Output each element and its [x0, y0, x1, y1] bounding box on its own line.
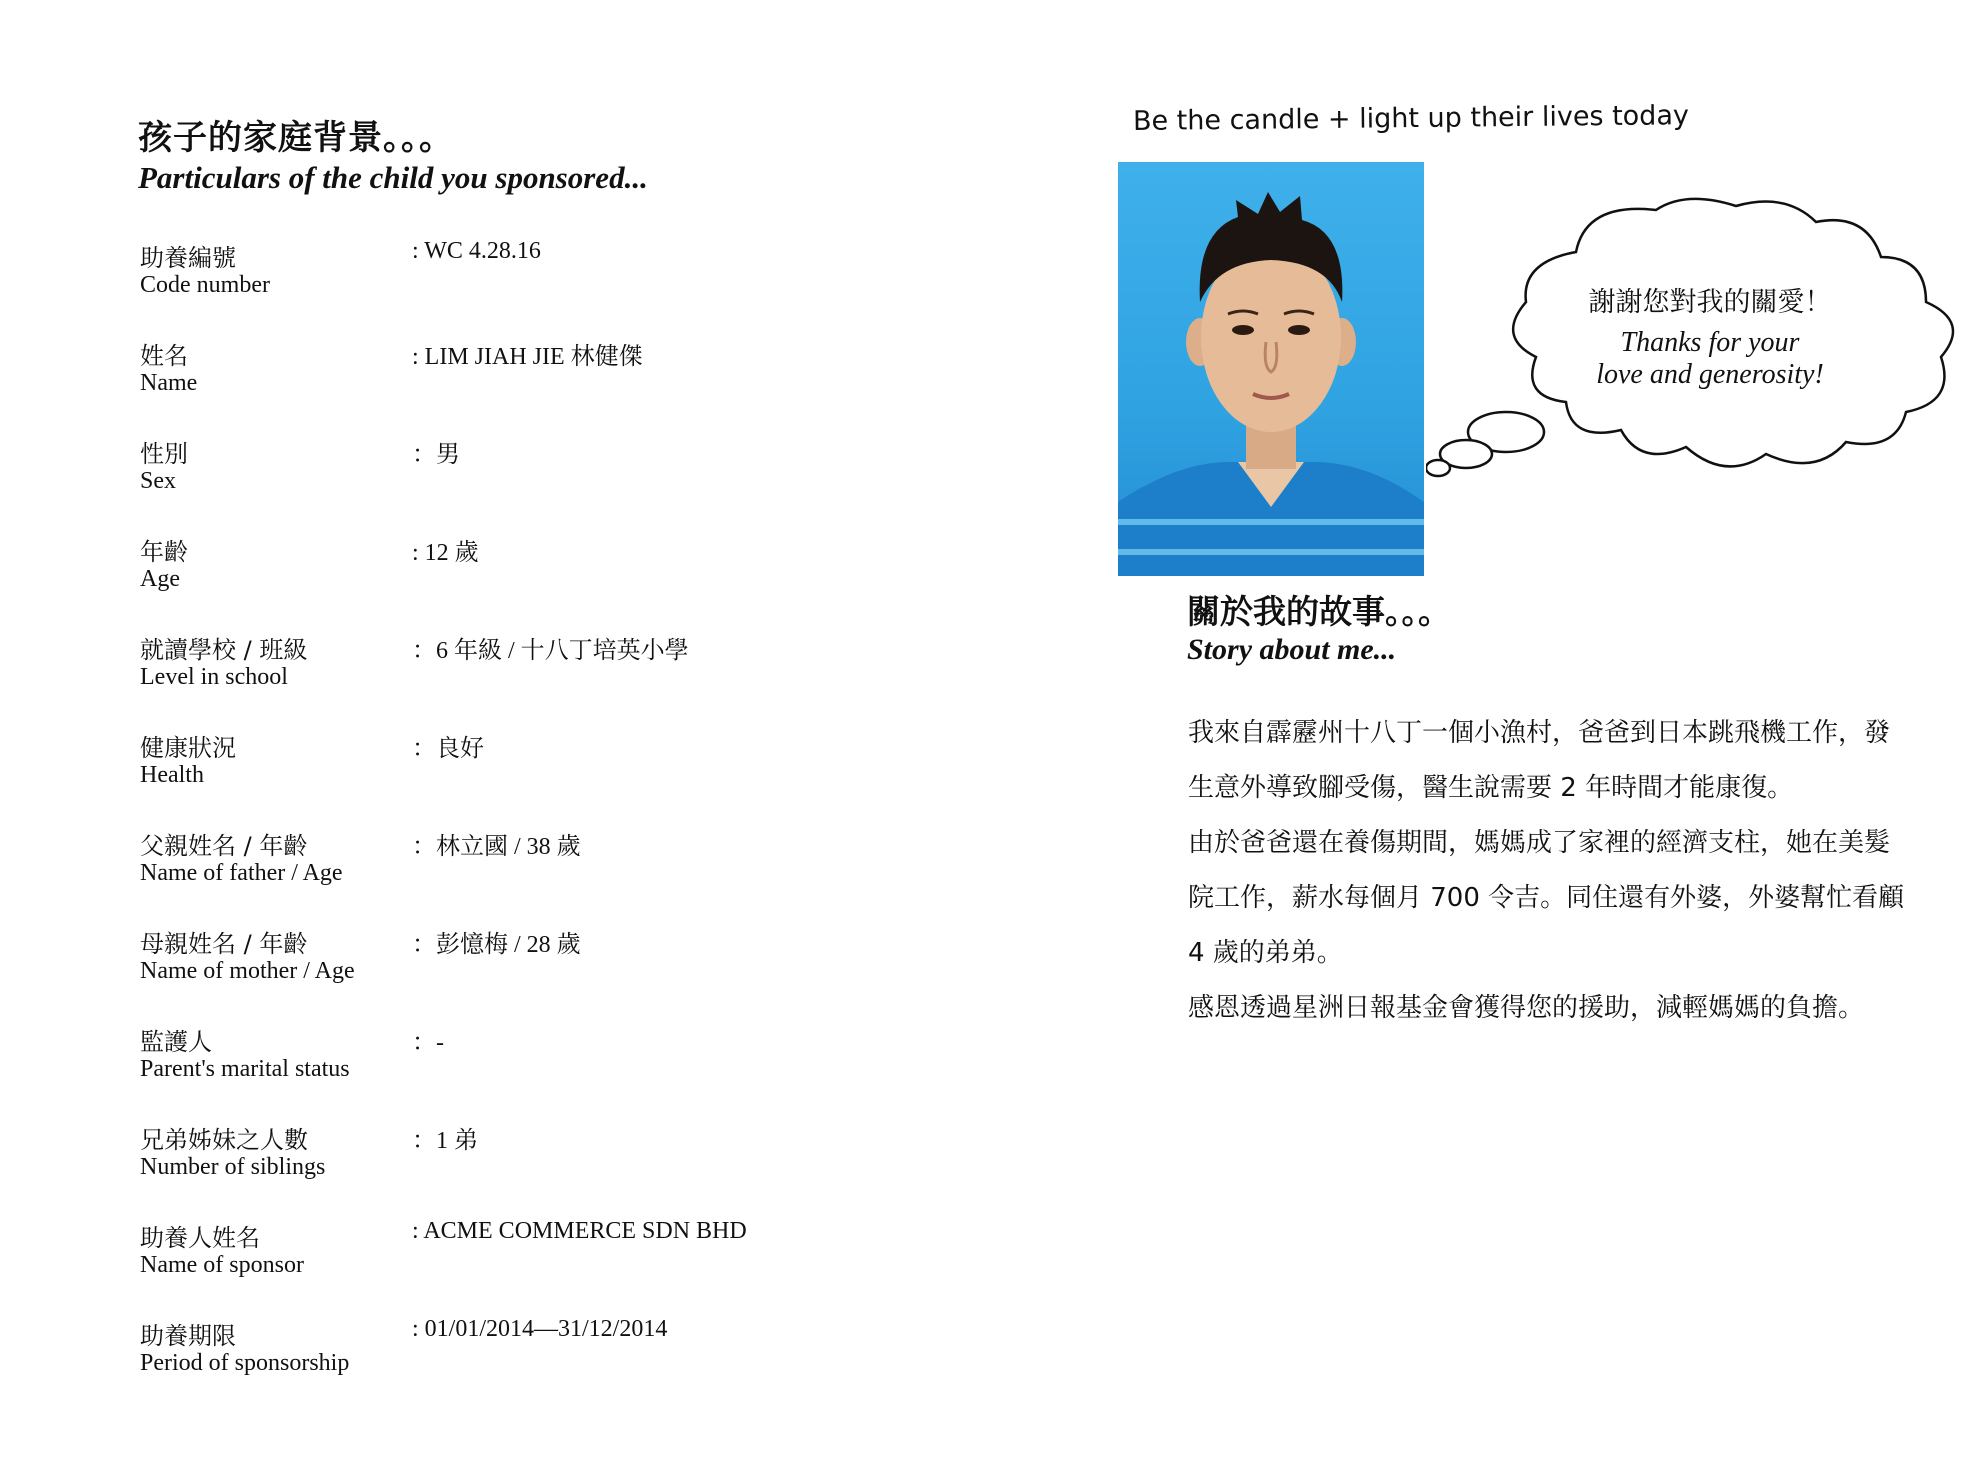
field-label-zh: 助養人姓名 — [140, 1224, 260, 1252]
field-mother — [140, 924, 820, 1014]
field-guardian — [140, 1022, 820, 1112]
child-portrait-illustration — [1118, 162, 1424, 576]
field-label-en: Name — [140, 370, 198, 396]
thank-you-en-line1: Thanks for your — [1620, 327, 1800, 358]
field-father — [140, 826, 820, 916]
field-period — [140, 1316, 820, 1406]
field-label-zh: 助養編號 — [140, 244, 236, 272]
story-paragraph: 我來自霹靂州十八丁一個小漁村，爸爸到日本跳飛機工作，發生意外導致腳受傷，醫生說需要 2 年時間才能康復。 — [1188, 718, 1891, 803]
field-label-zh: 就讀學校 / 班級 — [140, 636, 308, 664]
field-label-en: Parent's marital status — [140, 1056, 350, 1082]
field-value: ：良好 — [412, 736, 484, 762]
particulars-title-en: Particulars of the child you sponsored... — [138, 160, 648, 195]
field-label-zh: 性別 — [140, 440, 188, 468]
field-value: : 12 歲 — [412, 540, 479, 566]
field-sponsor — [140, 1218, 820, 1308]
field-label-en: Level in school — [140, 664, 288, 690]
field-label-en: Sex — [140, 468, 176, 494]
field-label-zh: 監護人 — [140, 1028, 212, 1056]
field-label-en: Code number — [140, 272, 270, 298]
story-paragraph: 感恩透過星洲日報基金會獲得您的援助，減輕媽媽的負擔。 — [1188, 993, 1865, 1023]
field-label-en: Period of sponsorship — [140, 1350, 350, 1376]
story-title-en: Story about me... — [1187, 633, 1397, 666]
field-label-en: Name of mother / Age — [140, 958, 355, 984]
field-name — [140, 336, 820, 426]
field-value: ：林立國 / 38 歲 — [412, 834, 581, 860]
tagline: Be the candle + light up their lives today — [1132, 100, 1690, 137]
field-value: : 01/01/2014—31/12/2014 — [412, 1316, 668, 1342]
field-value: : ACME COMMERCE SDN BHD — [412, 1218, 747, 1244]
thank-you-bubble — [1540, 280, 1880, 391]
story-body — [1188, 706, 1908, 1036]
field-label-en: Name of father / Age — [140, 860, 343, 886]
field-label-zh: 父親姓名 / 年齡 — [140, 832, 308, 860]
field-label-zh: 健康狀況 — [140, 734, 236, 762]
story-title-zh: 關於我的故事。。。 — [1187, 592, 1451, 631]
field-label-zh: 兄弟姊妹之人數 — [140, 1126, 308, 1154]
field-code-number — [140, 238, 820, 328]
field-value: ：- — [412, 1030, 444, 1056]
field-value: ：彭憶梅 / 28 歲 — [412, 932, 581, 958]
particulars-title-zh: 孩子的家庭背景。。。 — [138, 118, 454, 158]
field-health — [140, 728, 820, 818]
field-label-zh: 姓名 — [140, 342, 188, 370]
field-sex — [140, 434, 820, 524]
field-value: : WC 4.28.16 — [412, 238, 541, 264]
field-label-en: Age — [140, 566, 180, 592]
field-label-en: Health — [140, 762, 204, 788]
field-school-level — [140, 630, 820, 720]
field-label-zh: 年齡 — [140, 538, 188, 566]
child-photo — [1118, 162, 1424, 576]
field-label-en: Number of siblings — [140, 1154, 326, 1180]
field-label-zh: 母親姓名 / 年齡 — [140, 930, 308, 958]
field-value: ：6 年級 / 十八丁培英小學 — [412, 638, 689, 664]
field-siblings — [140, 1120, 820, 1210]
field-label-zh: 助養期限 — [140, 1322, 236, 1350]
story-paragraph: 由於爸爸還在養傷期間，媽媽成了家裡的經濟支柱，她在美髮院工作，薪水每個月 700 令吉。同住還有外婆，外婆幫忙看顧 4 歲的弟弟。 — [1188, 828, 1905, 968]
field-label-en: Name of sponsor — [140, 1252, 304, 1278]
field-value: : LIM JIAH JIE 林健傑 — [412, 344, 643, 370]
field-value: ：1 弟 — [412, 1128, 478, 1154]
thank-you-zh: 謝謝您對我的關愛！ — [1588, 287, 1832, 318]
field-age — [140, 532, 820, 622]
thank-you-en-line2: love and generosity! — [1596, 359, 1824, 390]
field-value: ：男 — [412, 442, 460, 468]
